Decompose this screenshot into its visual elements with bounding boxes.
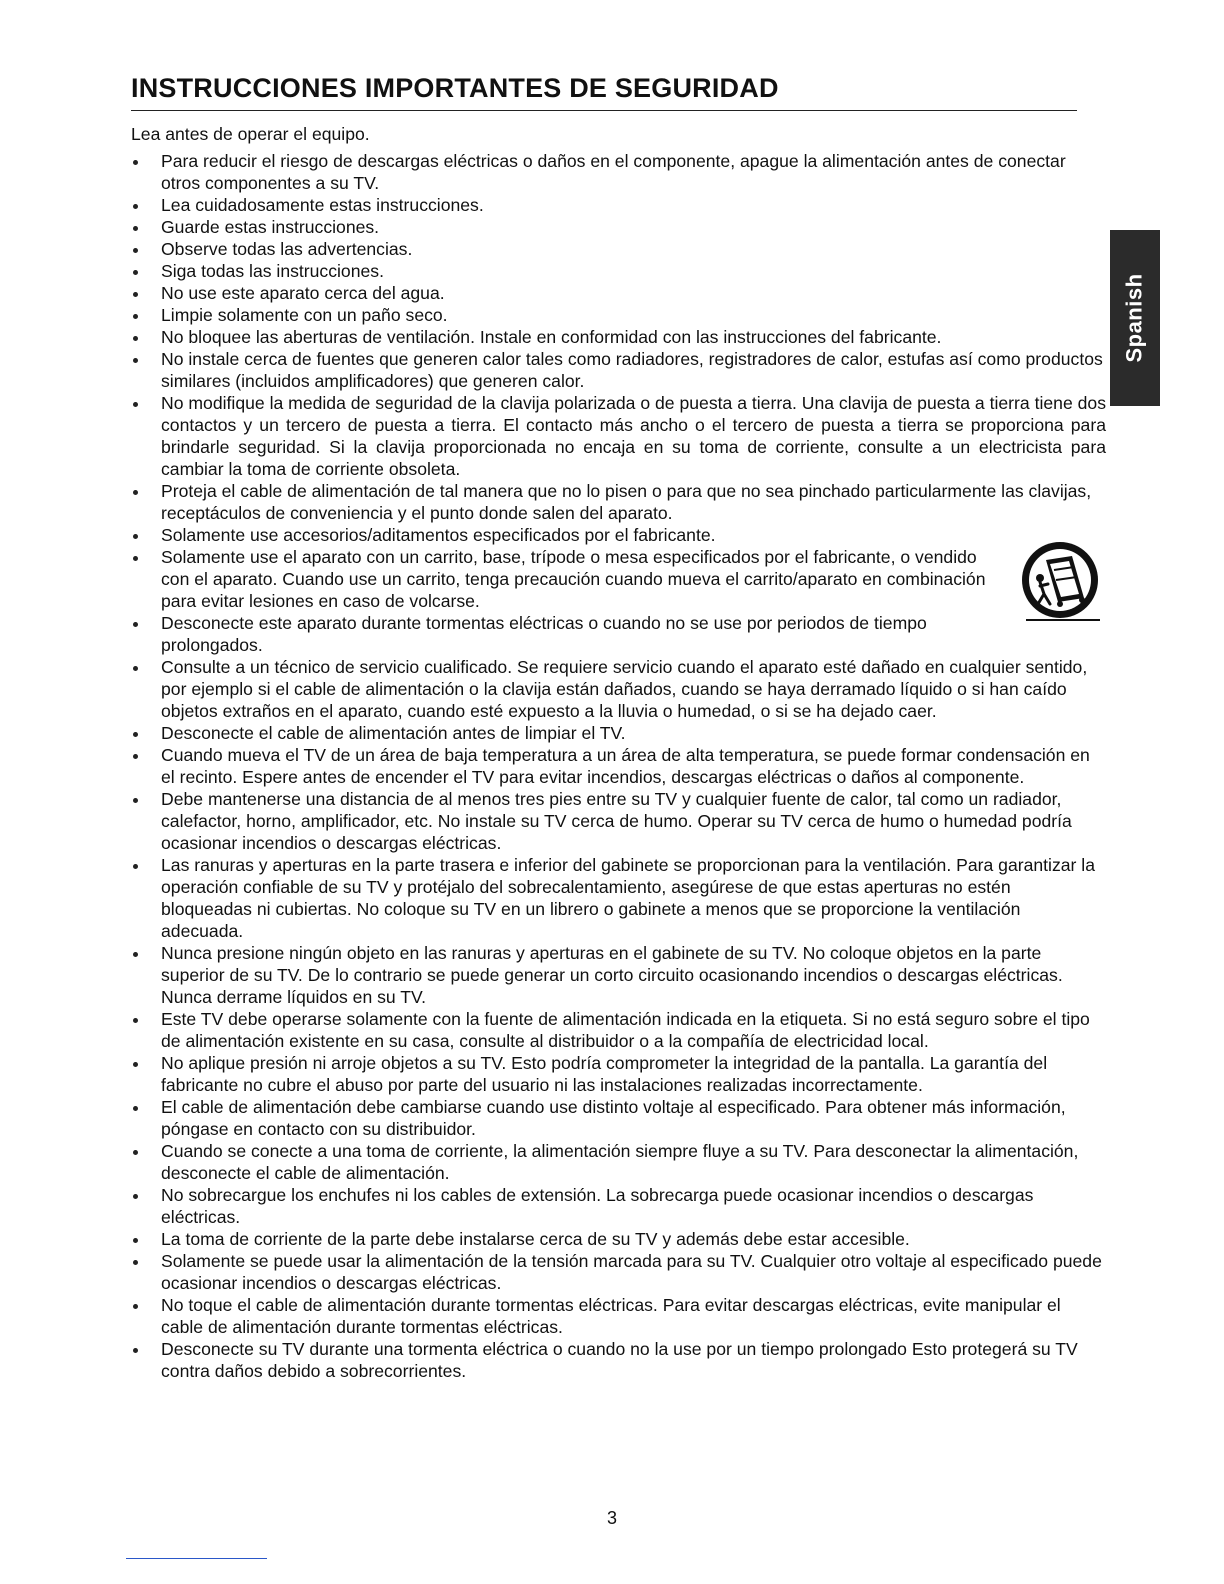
list-item: Consulte a un técnico de servicio cualificado. Se requiere servicio cuando el aparato esté dañado en cualquier sentido, por ejemplo si el cable de alimentación o la clavija están dañados, cuando se haya derramado líquido o si han caído objetos extraños en el aparato, cuando esté expuesto a la lluvia o humedad, o si se ha dejado caer. [131, 656, 1106, 722]
list-item: Guarde estas instrucciones. [131, 216, 1106, 238]
list-item: No instale cerca de fuentes que generen calor tales como radiadores, registradores de calor, estufas así como productos similares (incluidos amplificadores) que generen calor. [131, 348, 1106, 392]
list-item: Desconecte este aparato durante tormentas eléctricas o cuando no se use por periodos de tiempo prolongados. [131, 612, 1106, 656]
page-number: 3 [606, 1508, 617, 1528]
list-item: Observe todas las advertencias. [131, 238, 1106, 260]
list-item: Debe mantenerse una distancia de al menos tres pies entre su TV y cualquier fuente de calor, tal como un radiador, calefactor, horno, amplificador, etc. No instale su TV cerca de humo. Operar su TV cerca de humo o humedad podría ocasionar incendios o descargas eléctricas. [131, 788, 1106, 854]
page-title: INSTRUCCIONES IMPORTANTES DE SEGURIDAD [131, 72, 1077, 111]
list-item: Cuando mueva el TV de un área de baja temperatura a un área de alta temperatura, se puede formar condensación en el recinto. Espere antes de encender el TV para evitar incendios, descargas eléctricas o daños al componente. [131, 744, 1106, 788]
list-item: Solamente se puede usar la alimentación de la tensión marcada para su TV. Cualquier otro voltaje al especificado puede ocasionar incendios o descargas eléctricas. [131, 1250, 1106, 1294]
list-item: Siga todas las instrucciones. [131, 260, 1106, 282]
list-item: No sobrecargue los enchufes ni los cables de extensión. La sobrecarga puede ocasionar incendios o descargas eléctricas. [131, 1184, 1106, 1228]
language-tab-label: Spanish [1122, 273, 1148, 363]
tip-over-warning-icon [1016, 542, 1104, 624]
list-item: Lea cuidadosamente estas instrucciones. [131, 194, 1106, 216]
list-item: No use este aparato cerca del agua. [131, 282, 1106, 304]
list-item: Las ranuras y aperturas en la parte trasera e inferior del gabinete se proporcionan para la ventilación. Para garantizar la operación confiable de su TV y protéjalo del sobrecalentamiento, asegúrese de que estas aperturas no estén bloqueadas ni cubiertas. No coloque su TV en un librero o gabinete a menos que se proporcione la ventilación adecuada. [131, 854, 1106, 942]
list-item: Solamente use el aparato con un carrito, base, trípode o mesa especificados por el fabricante, o vendido con el aparato. Cuando use un carrito, tenga precaución cuando mueva el carrito/aparato en combinación para evitar lesiones en caso de volcarse. [131, 546, 1106, 612]
list-item: Para reducir el riesgo de descargas eléctricas o daños en el componente, apague la alimentación antes de conectar otros componentes a su TV. [131, 150, 1106, 194]
list-item: Desconecte su TV durante una tormenta eléctrica o cuando no la use por un tiempo prolongado Esto protegerá su TV contra daños debido a sobrecorrientes. [131, 1338, 1106, 1382]
list-item: El cable de alimentación debe cambiarse cuando use distinto voltaje al especificado. Para obtener más información, póngase en contacto con su distribuidor. [131, 1096, 1106, 1140]
safety-instructions-list [131, 150, 1106, 1382]
list-item: No toque el cable de alimentación durante tormentas eléctricas. Para evitar descargas eléctricas, evite manipular el cable de alimentación durante tormentas eléctricas. [131, 1294, 1106, 1338]
list-item: Proteja el cable de alimentación de tal manera que no lo pisen o para que no sea pinchado particularmente las clavijas, receptáculos de conveniencia y el punto donde salen del aparato. [131, 480, 1106, 524]
list-item: Nunca presione ningún objeto en las ranuras y aperturas en el gabinete de su TV. No coloque objetos en la parte superior de su TV. De lo contrario se puede generar un corto circuito ocasionando incendios o descargas eléctricas. Nunca derrame líquidos en su TV. [131, 942, 1106, 1008]
list-item: Limpie solamente con un paño seco. [131, 304, 1106, 326]
list-item: No aplique presión ni arroje objetos a su TV. Esto podría comprometer la integridad de la pantalla. La garantía del fabricante no cubre el abuso por parte del usuario ni las instalaciones realizadas incorrectamente. [131, 1052, 1106, 1096]
list-item: La toma de corriente de la parte debe instalarse cerca de su TV y además debe estar accesible. [131, 1228, 1106, 1250]
language-tab [1110, 230, 1160, 406]
list-item: Desconecte el cable de alimentación antes de limpiar el TV. [131, 722, 1106, 744]
intro-text: Lea antes de operar el equipo. [131, 124, 370, 144]
list-item: No bloquee las aberturas de ventilación. Instale en conformidad con las instrucciones del fabricante. [131, 326, 1106, 348]
list-item: Cuando se conecte a una toma de corriente, la alimentación siempre fluye a su TV. Para desconectar la alimentación, desconecte el cable de alimentación. [131, 1140, 1106, 1184]
footer-divider [126, 1558, 267, 1559]
list-item: No modifique la medida de seguridad de la clavija polarizada o de puesta a tierra. Una clavija de puesta a tierra tiene dos contactos y un tercero de puesta a tierra. El contacto más ancho o el tercero de puesta a tierra se proporciona para brindarle seguridad. Si la clavija proporcionada no encaja en su toma de corriente, consulte a un electricista para cambiar la toma de corriente obsoleta. [131, 392, 1106, 480]
list-item: Este TV debe operarse solamente con la fuente de alimentación indicada en la etiqueta. Si no está seguro sobre el tipo de alimentación existente en su casa, consulte al distribuidor o a la compañía de electricidad local. [131, 1008, 1106, 1052]
list-item: Solamente use accesorios/aditamentos especificados por el fabricante. [131, 524, 1106, 546]
